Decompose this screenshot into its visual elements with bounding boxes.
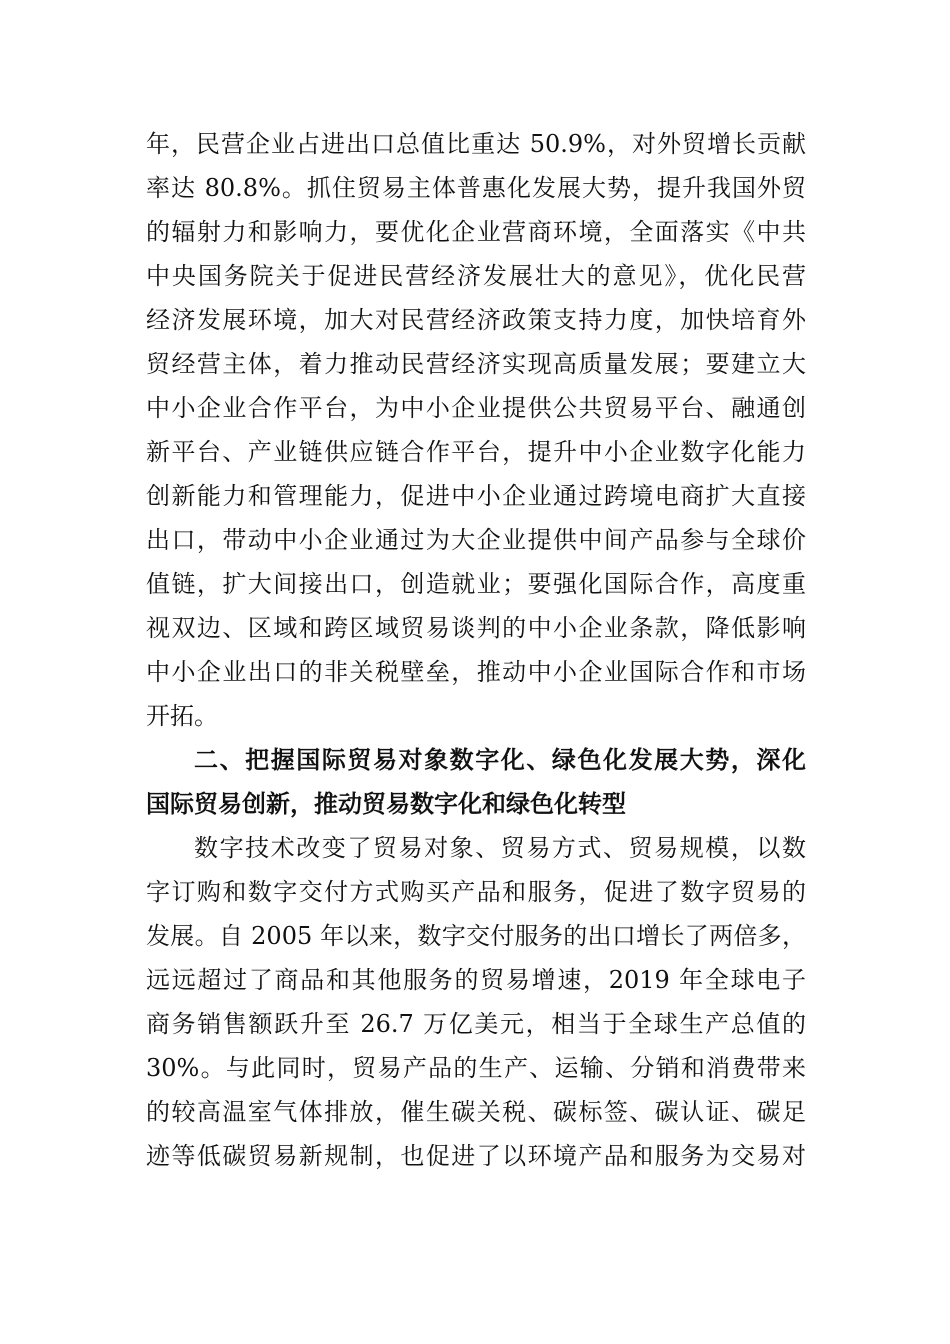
paragraph-2 — [146, 826, 806, 1178]
paragraph-line: 远远超过了商品和其他服务的贸易增速，2019 年全球电子 — [146, 966, 806, 994]
paragraph-line: 率达 80.8%。抓住贸易主体普惠化发展大势，提升我国外贸 — [146, 174, 806, 202]
document-body — [146, 122, 806, 1178]
paragraph-1 — [146, 122, 806, 738]
paragraph-line: 创新能力和管理能力，促进中小企业通过跨境电商扩大直接 — [146, 482, 806, 510]
paragraph-line: 中央国务院关于促进民营经济发展壮大的意见》，优化民营 — [146, 262, 806, 290]
paragraph-line: 商务销售额跃升至 26.7 万亿美元，相当于全球生产总值的 — [146, 1010, 806, 1038]
paragraph-line: 30%。与此同时，贸易产品的生产、运输、分销和消费带来 — [146, 1054, 806, 1082]
paragraph-line: 新平台、产业链供应链合作平台，提升中小企业数字化能力 — [146, 438, 806, 466]
paragraph-line: 数字技术改变了贸易对象、贸易方式、贸易规模，以数 — [194, 834, 806, 862]
paragraph-line: 出口，带动中小企业通过为大企业提供中间产品参与全球价 — [146, 526, 806, 554]
paragraph-line: 开拓。 — [146, 702, 218, 730]
paragraph-line: 字订购和数字交付方式购买产品和服务，促进了数字贸易的 — [146, 878, 806, 906]
paragraph-line: 中小企业合作平台，为中小企业提供公共贸易平台、融通创 — [146, 394, 806, 422]
paragraph-line: 迹等低碳贸易新规制，也促进了以环境产品和服务为交易对 — [146, 1142, 806, 1170]
paragraph-line: 年，民营企业占进出口总值比重达 50.9%，对外贸增长贡献 — [146, 130, 806, 158]
section-heading — [146, 738, 806, 826]
paragraph-line: 视双边、区域和跨区域贸易谈判的中小企业条款，降低影响 — [146, 614, 806, 642]
paragraph-line: 的较高温室气体排放，催生碳关税、碳标签、碳认证、碳足 — [146, 1098, 806, 1126]
heading-line: 国际贸易创新，推动贸易数字化和绿色化转型 — [146, 790, 626, 818]
paragraph-line: 贸经营主体，着力推动民营经济实现高质量发展；要建立大 — [146, 350, 806, 378]
heading-line: 二、把握国际贸易对象数字化、绿色化发展大势，深化 — [194, 746, 806, 774]
paragraph-line: 中小企业出口的非关税壁垒，推动中小企业国际合作和市场 — [146, 658, 806, 686]
paragraph-line: 经济发展环境，加大对民营经济政策支持力度，加快培育外 — [146, 306, 806, 334]
paragraph-line: 值链，扩大间接出口，创造就业；要强化国际合作，高度重 — [146, 570, 806, 598]
paragraph-line: 发展。自 2005 年以来，数字交付服务的出口增长了两倍多， — [146, 922, 806, 950]
paragraph-line: 的辐射力和影响力，要优化企业营商环境，全面落实《中共 — [146, 218, 806, 246]
